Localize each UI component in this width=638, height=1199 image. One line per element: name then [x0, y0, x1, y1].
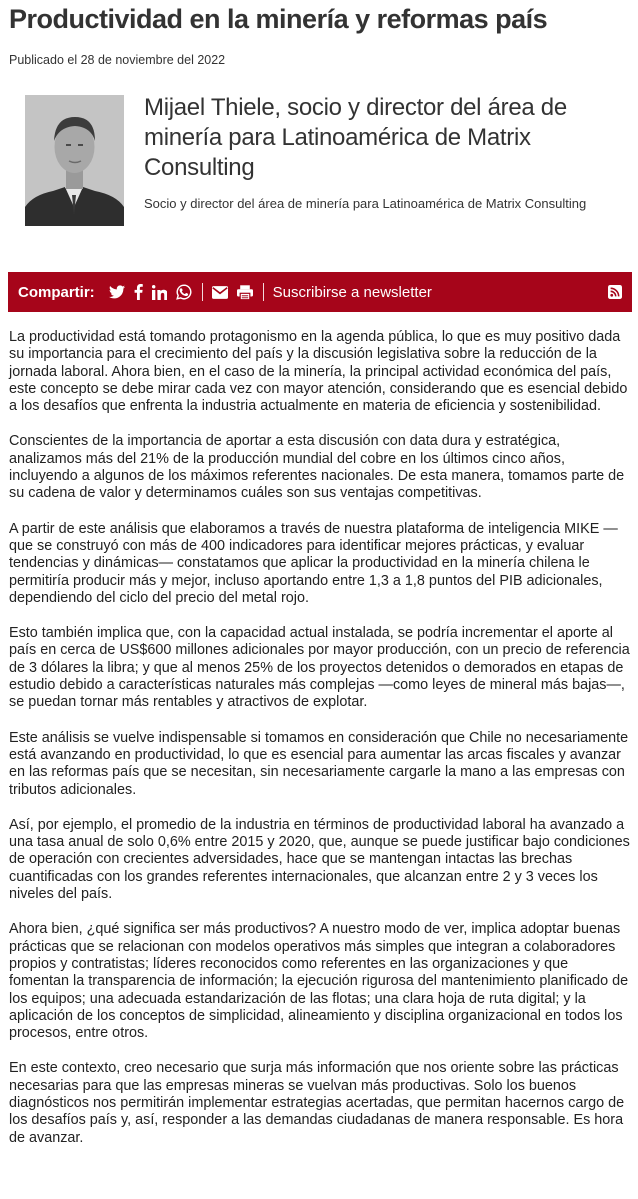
email-icon[interactable] — [212, 283, 228, 301]
page-title: Productividad en la minería y reformas país — [9, 4, 548, 34]
whatsapp-icon[interactable] — [176, 283, 192, 301]
author-photo — [25, 95, 124, 226]
article-body — [9, 329, 631, 1165]
article-paragraph: Este análisis se vuelve indispensable si tomamos en consideración que Chile no necesariamente está avanzando en productividad, lo que es esencial para aumentar las arcas fiscales y avanzar en las reformas país que se necesitan, sin necesariamente cargarle la mano a las empresas con tributos adicionales. — [9, 729, 629, 798]
author-name: Mijael Thiele, socio y director del área de minería para Latinoamérica de Matrix Consulting — [144, 94, 567, 181]
article-paragraph: Conscientes de la importancia de aportar a esta discusión con data dura y estratégica, analizamos más del 21% de la producción mundial del cobre en los últimos cinco años, incluyendo a algunos de los máximos referentes nacionales. De esta manera, tomamos parte de su cadena de valor y determinamos cuáles son sus ventajas competitivas. — [9, 433, 625, 502]
author-portrait-image — [25, 95, 124, 226]
article-paragraph: La productividad está tomando protagonismo en la agenda pública, lo que es muy positivo dada su importancia para el crecimiento del país y la discusión legislativa sobre la reducción de la jornada laboral. Ahora bien, en el caso de la minería, la principal actividad económica del país, este concepto se debe mirar cada vez con mayor atención, considerando que es esencial debido a los desafíos que enfrenta la industria actualmente en materia de eficiencia y sostenibilidad. — [9, 329, 628, 415]
share-label: Compartir: — [18, 283, 95, 301]
article-paragraph: Esto también implica que, con la capacidad actual instalada, se podría incrementar el aporte al país en cerca de US$600 millones adicionales por mayor producción, con un precio de referencia de 3 dólares la libra; y que al menos 25% de los proyectos detenidos o demorados en etapas de estudio debido a características naturales más complejas —como leyes de mineral más bajas—, se puedan tornar más rentables y atractivos de explotar. — [9, 625, 630, 711]
article-paragraph: Así, por ejemplo, el promedio de la industria en términos de productividad laboral ha avanzado a una tasa anual de solo 0,6% entre 2015 y 2020, que, aunque se puede justificar bajo condiciones de operación con crecientes adversidades, hace que se mantengan intactas las brechas cuantificadas con los grandes referentes internacionales, que alcanzan entre 2 y 3 veces los niveles del país. — [9, 816, 630, 903]
share-bar — [8, 272, 632, 312]
facebook-icon[interactable] — [134, 283, 143, 301]
share-divider — [263, 283, 264, 301]
publish-date: Publicado el 28 de noviembre del 2022 — [9, 53, 226, 67]
twitter-icon[interactable] — [109, 283, 125, 301]
newsletter-link[interactable]: Suscribirse a newsletter — [272, 283, 432, 301]
rss-icon[interactable] — [608, 283, 622, 301]
print-icon[interactable] — [237, 283, 253, 301]
article-paragraph: En este contexto, creo necesario que surja más información que nos oriente sobre las prácticas necesarias para que las empresas mineras se vuelvan más productivas. Solo los buenos diagnósticos nos permitirán implementar estrategias acertadas, que permitan hacernos cargo de los desafíos país y, así, responder a las demandas ciudadanas de manera responsable. Es hora de avanzar. — [9, 1060, 625, 1146]
article-paragraph: Ahora bien, ¿qué significa ser más productivos? A nuestro modo de ver, implica adoptar buenas prácticas que se relacionan con modelos operativos más simples que integran a colaboradores propios y contratistas; líderes reconocidos como referentes en las organizaciones y que fomentan la transparencia de información; la ejecución rigurosa del mantenimiento planificado de los equipos; una adecuada estandarización de las flotas; una clara hoja de ruta digital; y la aplicación de los conceptos de simplicidad, alineamiento y disciplina organizacional en todos los procesos, entre otros. — [9, 921, 629, 1042]
share-divider — [202, 283, 203, 301]
linkedin-icon[interactable] — [152, 283, 167, 301]
author-role: Socio y director del área de minería para Latinoamérica de Matrix Consulting — [144, 196, 587, 211]
article-paragraph: A partir de este análisis que elaboramos a través de nuestra plataforma de inteligencia MIKE —que se construyó con más de 400 indicadores para identificar mejores prácticas, y evaluar tendencias y dinámicas— constatamos que aplicar la productividad en la minería chilena le permitiría producir más y mejor, incluso aportando entre 1,3 a 1,8 puntos del PIB adicionales, dependiendo del ciclo del precio del metal rojo. — [9, 520, 618, 606]
